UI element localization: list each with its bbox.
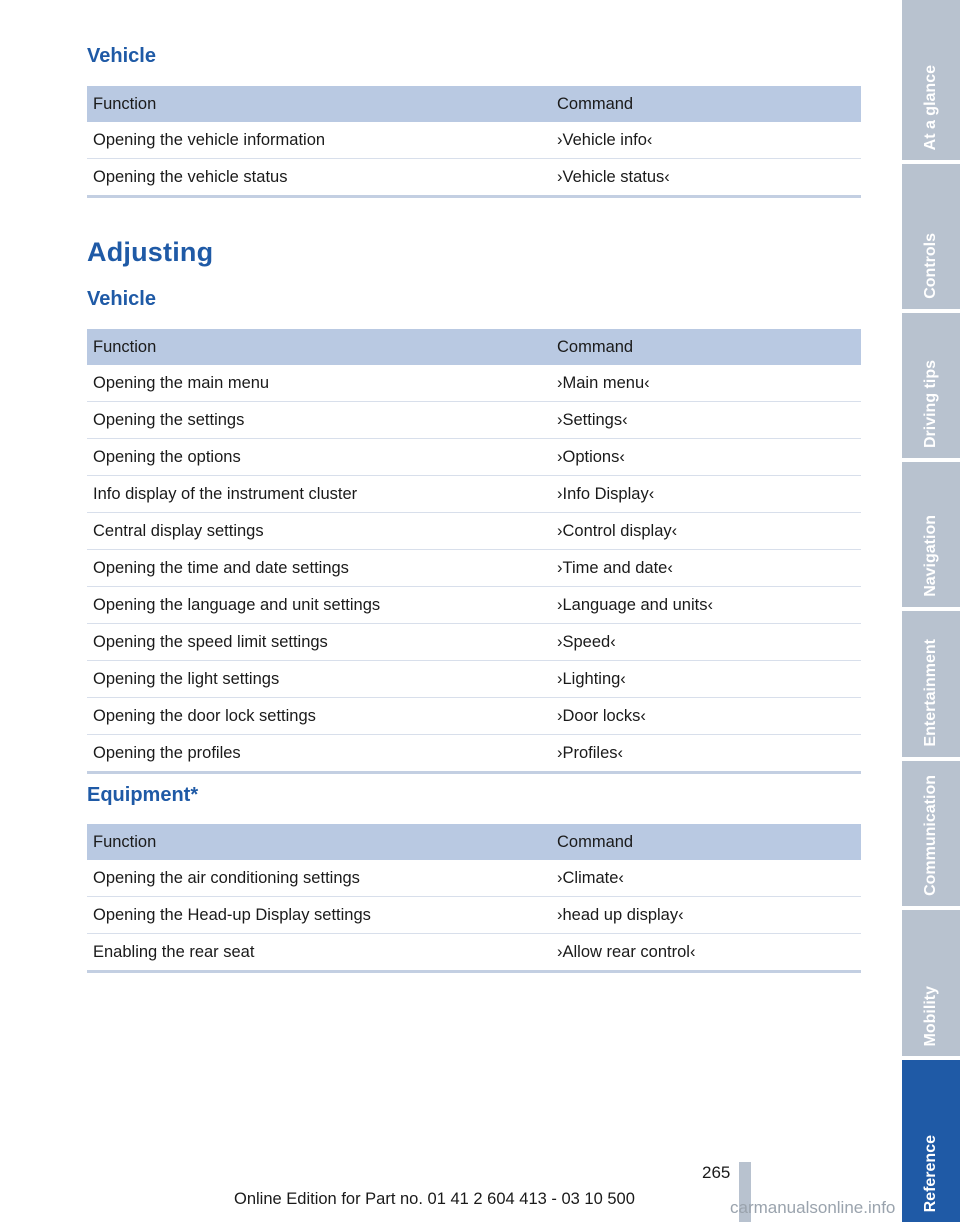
command-cell: ›Lighting‹ xyxy=(557,670,626,688)
header-function: Function xyxy=(93,338,157,356)
function-cell: Opening the vehicle information xyxy=(93,131,326,149)
table-row xyxy=(87,661,861,698)
tab-at-a-glance[interactable] xyxy=(902,0,960,160)
equipment-commands-table xyxy=(87,824,861,973)
tab-label: Entertainment xyxy=(922,639,939,747)
table-row xyxy=(87,897,861,934)
command-cell: ›Climate‹ xyxy=(557,869,624,887)
section-heading-vehicle-adjusting: Vehicle xyxy=(87,288,156,310)
function-cell: Opening the door lock settings xyxy=(93,707,316,725)
tab-mobility[interactable] xyxy=(902,910,960,1056)
command-cell: ›Options‹ xyxy=(557,448,625,466)
command-cell: ›Language and units‹ xyxy=(557,596,713,614)
table-header-row xyxy=(87,86,861,122)
function-cell: Opening the Head-up Display settings xyxy=(93,906,371,924)
function-cell: Opening the language and unit settings xyxy=(93,596,381,614)
tab-label: Mobility xyxy=(922,985,939,1046)
tab-label: Navigation xyxy=(922,515,939,597)
command-cell: ›Control display‹ xyxy=(557,522,678,540)
table-row xyxy=(87,550,861,587)
section-heading-vehicle: Vehicle xyxy=(87,45,156,67)
function-cell: Opening the light settings xyxy=(93,670,280,688)
footer-text: Online Edition for Part no. 01 41 2 604 413 - 03 10 500 xyxy=(234,1190,635,1208)
page-number: 265 xyxy=(702,1163,731,1182)
header-function: Function xyxy=(93,95,157,113)
function-cell: Opening the vehicle status xyxy=(93,168,288,186)
function-cell: Opening the options xyxy=(93,448,241,466)
table-row xyxy=(87,513,861,550)
table-header-row xyxy=(87,329,861,365)
table-row xyxy=(87,934,861,970)
table-row xyxy=(87,159,861,195)
function-cell: Central display settings xyxy=(93,522,264,540)
function-cell: Opening the time and date settings xyxy=(93,559,349,577)
tab-label: At a glance xyxy=(922,64,939,150)
table-row xyxy=(87,735,861,771)
command-cell: ›Main menu‹ xyxy=(557,374,650,392)
table-row xyxy=(87,860,861,897)
header-command: Command xyxy=(557,95,634,113)
command-cell: ›Vehicle info‹ xyxy=(557,131,653,149)
chapter-heading-adjusting: Adjusting xyxy=(87,237,214,267)
tab-label: Driving tips xyxy=(922,359,939,448)
tab-label: Reference xyxy=(922,1134,939,1212)
function-cell: Info display of the instrument cluster xyxy=(93,485,358,503)
tab-entertainment[interactable] xyxy=(902,611,960,757)
command-cell: ›Door locks‹ xyxy=(557,707,646,725)
section-heading-equipment: Equipment* xyxy=(87,784,199,806)
function-cell: Enabling the rear seat xyxy=(93,943,255,961)
tab-communication[interactable] xyxy=(902,761,960,906)
vehicle-commands-table xyxy=(87,86,861,198)
table-row xyxy=(87,122,861,159)
tab-label: Communication xyxy=(922,775,939,896)
header-command: Command xyxy=(557,833,634,851)
tab-controls[interactable] xyxy=(902,164,960,309)
command-cell: ›Info Display‹ xyxy=(557,485,655,503)
chapter-tabs xyxy=(902,0,960,1222)
command-cell: ›Time and date‹ xyxy=(557,559,673,577)
tab-label: Controls xyxy=(922,233,939,299)
table-header-row xyxy=(87,824,861,860)
watermark: carmanualsonline.info xyxy=(730,1198,896,1217)
adjusting-commands-table xyxy=(87,329,861,774)
tab-reference[interactable] xyxy=(902,1060,960,1222)
tab-driving-tips[interactable] xyxy=(902,313,960,458)
table-row xyxy=(87,624,861,661)
header-function: Function xyxy=(93,833,157,851)
command-cell: ›Profiles‹ xyxy=(557,744,624,762)
function-cell: Opening the main menu xyxy=(93,374,270,392)
table-row xyxy=(87,439,861,476)
table-row xyxy=(87,476,861,513)
header-command: Command xyxy=(557,338,634,356)
command-cell: ›head up display‹ xyxy=(557,906,684,924)
function-cell: Opening the air conditioning settings xyxy=(93,869,360,887)
command-cell: ›Speed‹ xyxy=(557,633,616,651)
table-row xyxy=(87,365,861,402)
function-cell: Opening the profiles xyxy=(93,744,241,762)
table-row xyxy=(87,698,861,735)
command-cell: ›Vehicle status‹ xyxy=(557,168,670,186)
tab-navigation[interactable] xyxy=(902,462,960,607)
command-cell: ›Allow rear control‹ xyxy=(557,943,696,961)
command-cell: ›Settings‹ xyxy=(557,411,628,429)
table-row xyxy=(87,402,861,439)
function-cell: Opening the speed limit settings xyxy=(93,633,328,651)
function-cell: Opening the settings xyxy=(93,411,245,429)
table-row xyxy=(87,587,861,624)
